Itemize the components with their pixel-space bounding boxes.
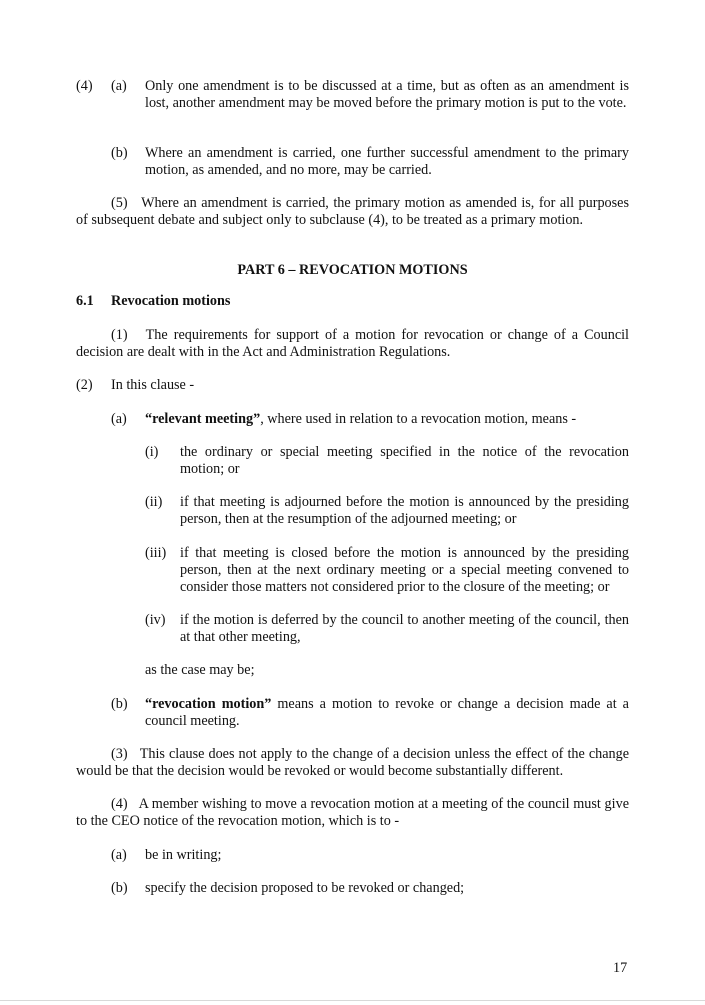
item-text: the ordinary or special meeting specified in the notice of the revocation motion; or — [180, 444, 629, 477]
definition-tail: as the case may be; — [145, 662, 255, 678]
definition-text: , where used in relation to a revocation motion, means - — [260, 411, 577, 427]
clause-text: In this clause - — [111, 377, 195, 393]
subclause-text: be in writing; — [145, 847, 222, 863]
clause-number: (4) — [76, 78, 93, 94]
part-heading: PART 6 – REVOCATION MOTIONS — [237, 262, 468, 278]
page-bottom-edge — [0, 1000, 705, 1001]
clause-number: (2) — [76, 377, 93, 393]
subclause-label: (a) — [111, 847, 127, 863]
clause-5 — [76, 195, 629, 229]
section-number: 6.1 — [76, 293, 94, 309]
section-title: Revocation motions — [111, 293, 231, 309]
definition-relevant-meeting — [145, 411, 629, 428]
item-text: if that meeting is adjourned before the motion is announced by the presiding person, then at the resumption of the adjourned meeting; or — [180, 494, 629, 527]
clause-text: The requirements for support of a motion for revocation or change of a Council decision are dealt with in the Act and Administration Regulations. — [76, 327, 629, 360]
defined-term: “revocation motion” — [145, 696, 272, 712]
item-text: if that meeting is closed before the motion is announced by the presiding person, then at the next ordinary meeting or a special meeting convened to consider those matters not considered prior to the closure of the meeting; or — [180, 545, 629, 595]
page-number: 17 — [613, 960, 628, 976]
subclause-text: Where an amendment is carried, one further successful amendment to the primary motion, as amended, and no more, may be carried. — [145, 145, 629, 178]
clause-1 — [76, 327, 629, 361]
clause-text: A member wishing to move a revocation motion at a meeting of the council must give to the CEO notice of the revocation motion, which is to - — [76, 796, 629, 829]
item-label: (iv) — [145, 612, 166, 628]
item-label: (iii) — [145, 545, 167, 561]
defined-term: “relevant meeting” — [145, 411, 261, 427]
clause-number: (4) — [111, 796, 128, 812]
item-text: if the motion is deferred by the council to another meeting of the council, then at that other meeting, — [180, 612, 629, 645]
subclause-text: specify the decision proposed to be revoked or changed; — [145, 880, 465, 896]
subclause-label: (a) — [111, 411, 127, 427]
definition-text: means a motion to revoke or change a decision made at a council meeting. — [145, 696, 629, 729]
clause-3 — [76, 746, 629, 780]
clause-number: (3) — [111, 746, 128, 762]
subclause-label: (b) — [111, 880, 128, 896]
clause-number: (5) — [111, 195, 128, 211]
item-label: (ii) — [145, 494, 163, 510]
clause-text: This clause does not apply to the change of a decision unless the effect of the change would be that the decision would be revoked or would become substantially different. — [76, 746, 629, 779]
subclause-label: (b) — [111, 145, 128, 161]
clause-text: Where an amendment is carried, the primary motion as amended is, for all purposes of subsequent debate and subject only to subclause (4), to be treated as a primary motion. — [76, 195, 629, 228]
definition-revocation-motion — [145, 696, 629, 730]
clause-number: (1) — [111, 327, 128, 343]
subclause-label: (b) — [111, 696, 128, 712]
item-label: (i) — [145, 444, 159, 460]
subclause-text: Only one amendment is to be discussed at a time, but as often as an amendment is lost, another amendment may be moved before the primary motion is put to the vote. — [145, 78, 629, 111]
subclause-label: (a) — [111, 78, 127, 94]
clause-4 — [76, 796, 629, 830]
